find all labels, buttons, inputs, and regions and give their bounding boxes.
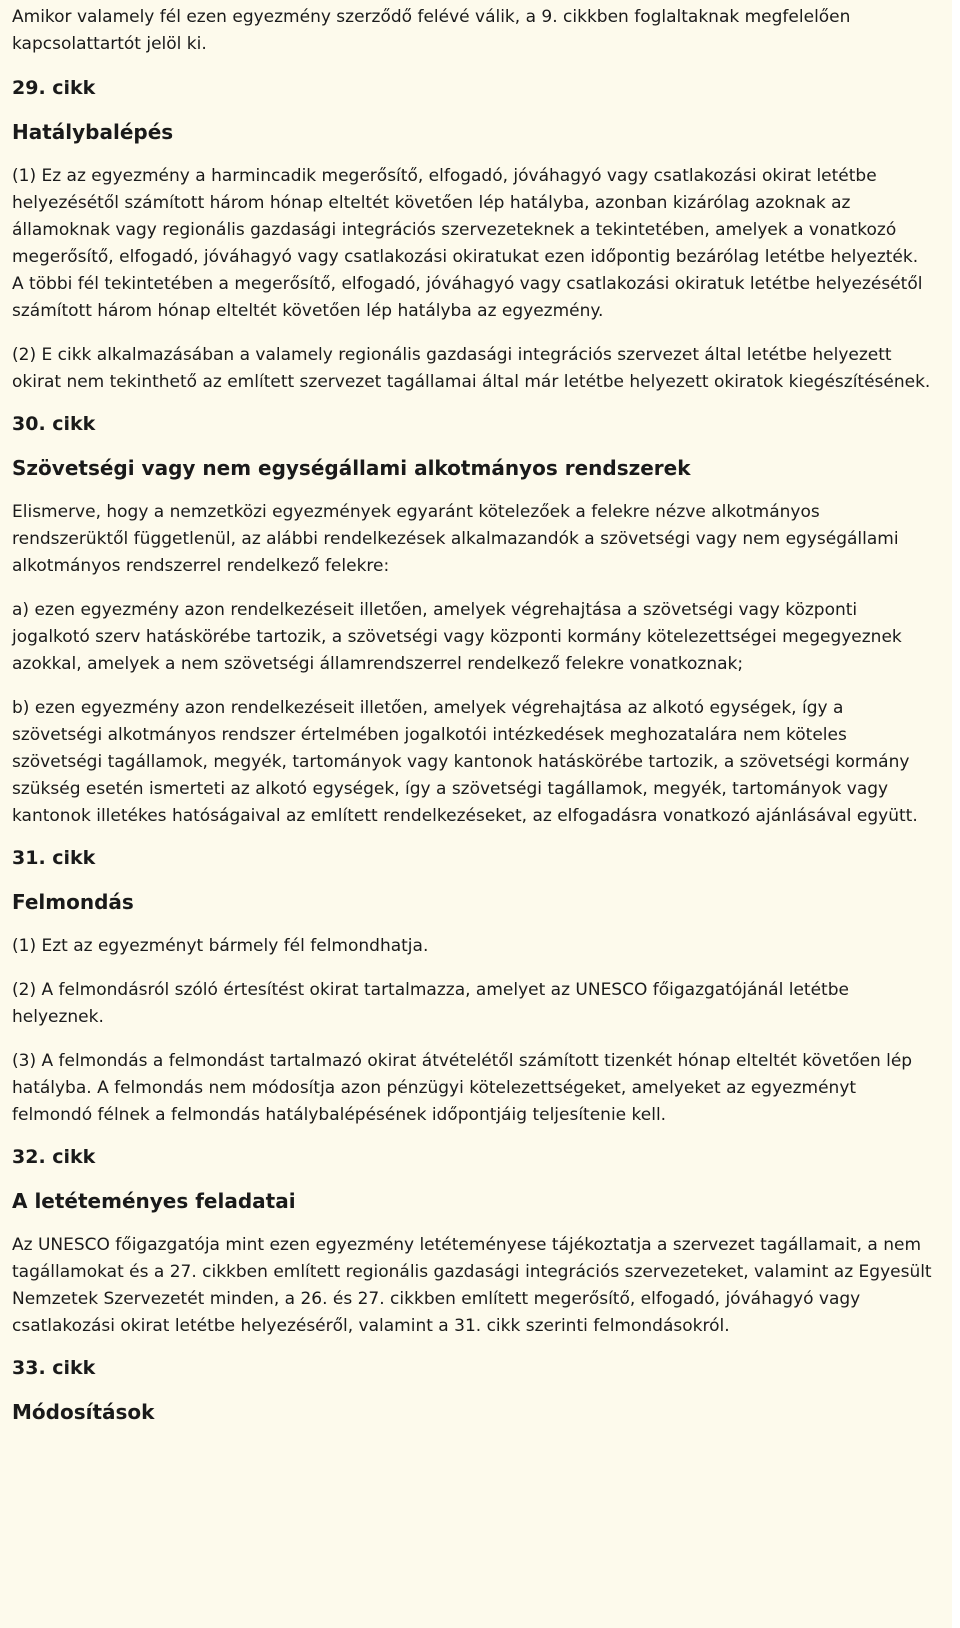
article-title: Módosítások (12, 1400, 155, 1424)
paragraph: Elismerve, hogy a nemzetközi egyezmények egyaránt kötelezőek a felekre nézve alkotmányos rendszerüktől függetlenül, az alábbi rendelkezések alkalmazandók a szövetségi vagy nem egységállami alkotmányos rendszerrel rendelkező felekre: (12, 502, 899, 576)
article-number: 30. cikk (12, 413, 96, 435)
paragraph: Az UNESCO főigazgatója mint ezen egyezmény letéteményese tájékoztatja a szervezet tagállamait, a nem tagállamokat és a 27. cikkben említett regionális gazdasági integrációs szervezeteket, valamint az Egyesült Nemzetek Szervezetét minden, a 26. és 27. cikkben említett megerősítő, elfogadó, jóváhagyó vagy csatlakozási okirat letétbe helyezéséről, valamint a 31. cikk szerinti felmondásokról. (12, 1235, 932, 1336)
article-title: A letéteményes feladatai (12, 1189, 296, 1213)
article-29 (12, 75, 932, 396)
article-number: 29. cikk (12, 77, 96, 99)
article-title: Hatálybalépés (12, 120, 174, 144)
paragraph: b) ezen egyezmény azon rendelkezéseit illetően, amelyek végrehajtása az alkotó egységek, így a szövetségi alkotmányos rendszer értelmében jogalkotói intézkedések meghozatalára nem köteles szövetségi tagállamok, megyék, tartományok vagy kantonok hatáskörébe tartozik, a szövetségi kormány szükség esetén ismerteti az alkotó egységek, így a szövetségi tagállamok, megyék, tartományok vagy kantonok illetékes hatóságaival az említett rendelkezéseket, az elfogadásra vonatkozó ajánlásával együtt. (12, 698, 918, 826)
article-title: Szövetségi vagy nem egységállami alkotmányos rendszerek (12, 456, 691, 480)
paragraph: (1) Ez az egyezmény a harmincadik megerősítő, elfogadó, jóváhagyó vagy csatlakozási okirat letétbe helyezésétől számított három hónap elteltét követően lép hatályba, azonban kizárólag azoknak az államoknak vagy regionális gazdasági integrációs szervezeteknek a tekintetében, amelyek a vonatkozó megerősítő, elfogadó, jóváhagyó vagy csatlakozási okiratukat ezen időpontig bezárólag letétbe helyezték. A többi fél tekintetében a megerősítő, elfogadó, jóváhagyó vagy csatlakozási okiratuk letétbe helyezésétől számított három hónap elteltét követően lép hatályba az egyezmény. (12, 166, 923, 321)
paragraph: a) ezen egyezmény azon rendelkezéseit illetően, amelyek végrehajtása a szövetségi vagy központi jogalkotó szerv hatáskörébe tartozik, a szövetségi vagy központi kormány kötelezettségei megegyeznek azokkal, amelyek a nem szövetségi államrendszerrel rendelkező felekre vonatkoznak; (12, 600, 902, 674)
intro-paragraph: Amikor valamely fél ezen egyezmény szerződő felévé válik, a 9. cikkben foglaltaknak megfelelően kapcsolattartót jelöl ki. (12, 7, 851, 54)
article-number: 33. cikk (12, 1357, 96, 1379)
article-32 (12, 1144, 932, 1340)
paragraph: (3) A felmondás a felmondást tartalmazó okirat átvételétől számított tizenkét hónap elteltét követően lép hatályba. A felmondás nem módosítja azon pénzügyi kötelezettségeket, amelyeket az egyezményt felmondó félnek a felmondás hatálybalépésének időpontjáig teljesítenie kell. (12, 1051, 913, 1125)
article-30 (12, 411, 932, 830)
article-title: Felmondás (12, 890, 134, 914)
article-31 (12, 845, 932, 1129)
article-number: 31. cikk (12, 847, 96, 869)
article-number: 32. cikk (12, 1146, 96, 1168)
paragraph: (2) E cikk alkalmazásában a valamely regionális gazdasági integrációs szervezet által letétbe helyezett okirat nem tekinthető az említett szervezet tagállamai által már letétbe helyezett okiratok kiegészítésének. (12, 345, 931, 392)
paragraph: (1) Ezt az egyezményt bármely fél felmondhatja. (12, 936, 429, 956)
paragraph: (2) A felmondásról szóló értesítést okirat tartalmazza, amelyet az UNESCO főigazgatójánál letétbe helyeznek. (12, 980, 849, 1027)
article-33 (12, 1355, 932, 1426)
